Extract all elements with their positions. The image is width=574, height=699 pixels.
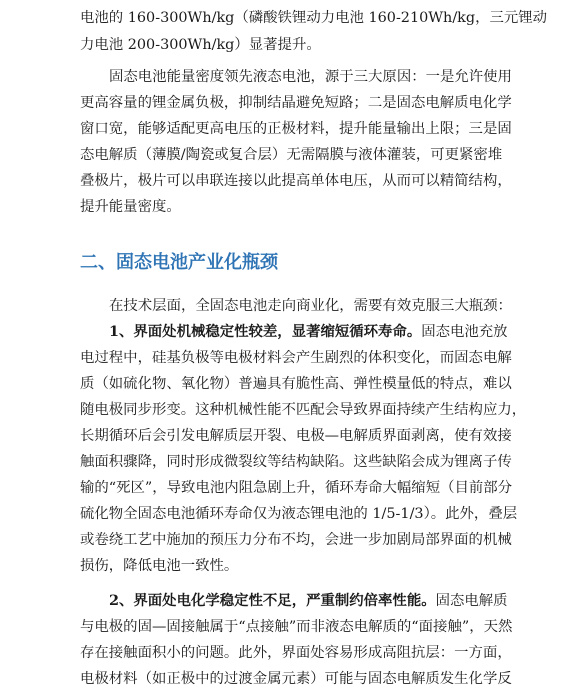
text-line: 叠极片，极片可以串联连接以此提高单体电压，从而可以精简结构， (80, 173, 512, 189)
text-line: 与电极的固—固接触属于“点接触”而非液态电解质的“面接触”，天然 (80, 619, 513, 635)
text-line: 硫化物全固态电池循环寿命仅为液态锂电池的 1/5-1/3）。此外，叠层 (80, 506, 518, 522)
point-2-first-line (109, 588, 508, 614)
point-2-title: 2、界面处电化学稳定性不足，严重制约倍率性能。 (109, 592, 436, 609)
text-line: 随电极同步形变。这种机械性能不匹配会导致界面持续产生结构应力， (80, 402, 527, 418)
text-line: 电极材料（如正极中的过渡金属元素）可能与固态电解质发生化学反 (80, 671, 512, 687)
text-line: 电池的 160-300Wh/kg（磷酸铁锂动力电池 160-210Wh/kg，三元锂动 (80, 10, 548, 26)
point-1-first-tail: 固态电池充放 (421, 324, 508, 340)
text-line: 长期循环后会引发电解质层开裂、电极—电解质界面剥离，使有效接 (80, 428, 512, 444)
text-line: 态电解质（薄膜/陶瓷或复合层）无需隔膜与液体灌装，可更紧密堆 (80, 147, 503, 163)
text-line: 输的“死区”，导致电池内阻急剧上升，循环寿命大幅缩短（目前部分 (80, 480, 513, 496)
point-1-title: 1、界面处机械稳定性较差，显著缩短循环寿命。 (109, 323, 422, 340)
text-line: 固态电池能量密度领先液态电池，源于三大原因：一是允许使用 (109, 69, 512, 85)
text-line: 提升能量密度。 (80, 199, 181, 215)
text-line: 质（如硫化物、氧化物）普遍具有脆性高、弹性模量低的特点，难以 (80, 376, 512, 392)
text-line: 损伤，降低电池一致性。 (80, 558, 239, 574)
section-heading: 二、固态电池产业化瓶颈 (80, 252, 278, 273)
text-line: 触面积骤降，同时形成微裂纹等结构缺陷。这些缺陷会成为锂离子传 (80, 454, 512, 470)
text-line: 窗口宽，能够适配更高电压的正极材料，提升能量输出上限；三是固 (80, 121, 512, 137)
text-line: 在技术层面，全固态电池走向商业化，需要有效克服三大瓶颈： (109, 298, 512, 314)
text-line: 电过程中，硅基负极等电极材料会产生剧烈的体积变化，而固态电解 (80, 350, 512, 366)
text-line: 力电池 200-300Wh/kg）显著提升。 (80, 37, 321, 53)
text-line: 或卷绕工艺中施加的预压力分布不均，会进一步加剧局部界面的机械 (80, 532, 512, 548)
point-1-first-line (109, 319, 508, 345)
text-line: 存在接触面积小的问题。此外，界面处容易形成高阻抗层：一方面， (80, 645, 512, 661)
text-line: 更高容量的锂金属负极，抑制结晶避免短路；二是固态电解质电化学 (80, 95, 512, 111)
point-2-first-tail: 固态电解质 (435, 593, 508, 609)
